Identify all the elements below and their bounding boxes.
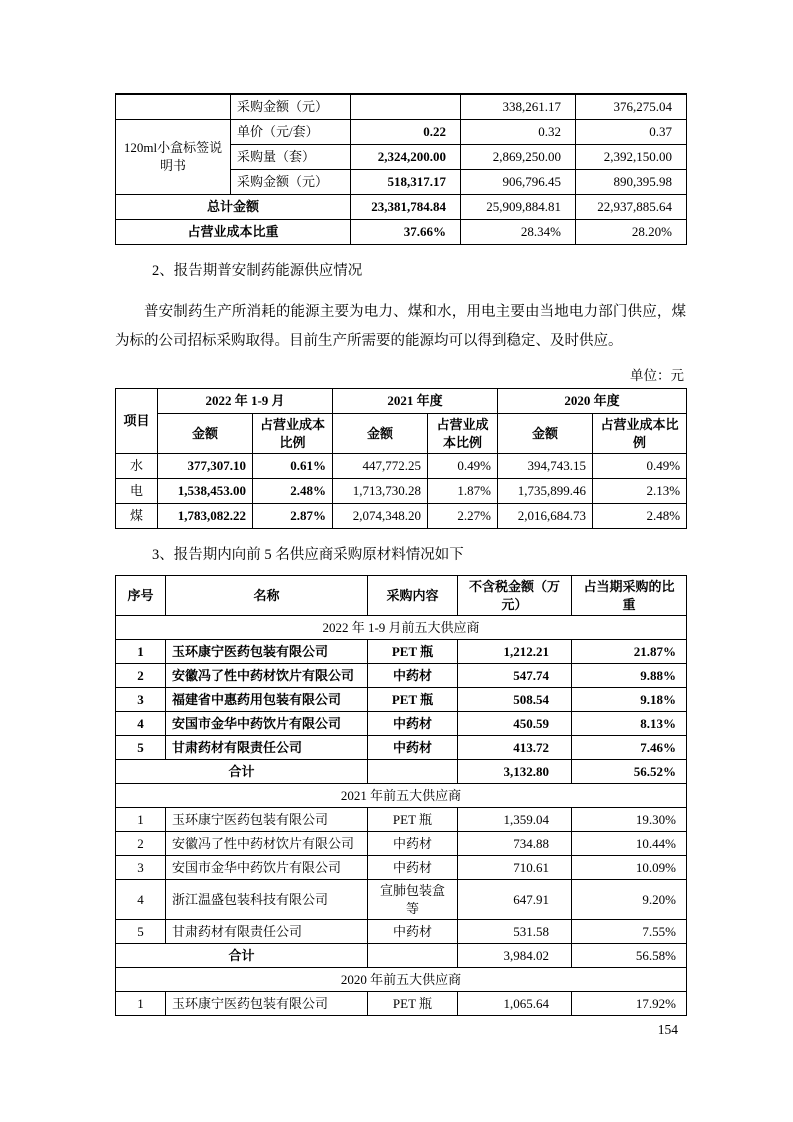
amount-2021-cell: 447,772.25: [333, 454, 428, 479]
supplier-name-cell: 浙江温盛包装科技有限公司: [166, 880, 368, 920]
content-header-cell: 采购内容: [368, 576, 458, 616]
ratio-cell: 9.20%: [572, 880, 687, 920]
amount-header-cell: 金额: [158, 414, 253, 454]
purchase-content-cell: 中药材: [368, 832, 458, 856]
table-row: [116, 120, 687, 145]
header-row: [116, 576, 687, 616]
purchase-content-cell: 中药材: [368, 712, 458, 736]
ratio-header-cell: 占营业成本比例: [428, 414, 498, 454]
name-header-cell: 名称: [166, 576, 368, 616]
purchase-content-cell: [368, 944, 458, 968]
supplier-row: [116, 992, 687, 1016]
ratio-row: [116, 220, 687, 245]
supplier-name-cell: 玉环康宁医药包装有限公司: [166, 992, 368, 1016]
seq-header-cell: 序号: [116, 576, 166, 616]
ratio-cell: 10.44%: [572, 832, 687, 856]
supplier-name-cell: 安国市金华中药饮片有限公司: [166, 856, 368, 880]
total-label-cell: 合计: [116, 944, 368, 968]
total-row: [116, 944, 687, 968]
value-2021-cell: 0.32: [461, 120, 576, 145]
value-2022-cell: 2,324,200.00: [351, 145, 461, 170]
supplier-row: [116, 880, 687, 920]
amount-cell: 1,065.64: [458, 992, 572, 1016]
ratio-2021-cell: 0.49%: [428, 454, 498, 479]
period-2021-header-cell: 2021 年度: [333, 389, 498, 414]
seq-cell: 4: [116, 880, 166, 920]
section-title-row: [116, 784, 687, 808]
ratio-label-cell: 占营业成本比重: [116, 220, 351, 245]
supplier-row: [116, 664, 687, 688]
value-2021-cell: 28.34%: [461, 220, 576, 245]
seq-cell: 3: [116, 688, 166, 712]
amount-cell: 508.54: [458, 688, 572, 712]
table-row: [116, 479, 687, 504]
ratio-cell: 8.13%: [572, 712, 687, 736]
item-label-cell: 单价（元/套）: [231, 120, 351, 145]
supplier-row: [116, 856, 687, 880]
ratio-cell: 19.30%: [572, 808, 687, 832]
ratio-2021-cell: 2.27%: [428, 504, 498, 529]
row-group-cell: [116, 94, 231, 120]
subheader-row: [116, 414, 687, 454]
ratio-2020-cell: 0.49%: [593, 454, 687, 479]
purchase-content-cell: 中药材: [368, 856, 458, 880]
amount-cell: 413.72: [458, 736, 572, 760]
amount-cell: 450.59: [458, 712, 572, 736]
value-2022-cell: 518,317.17: [351, 170, 461, 195]
ratio-header-cell: 占营业成本比例: [253, 414, 333, 454]
item-cell: 电: [116, 479, 158, 504]
ratio-2022-cell: 0.61%: [253, 454, 333, 479]
ratio-header-cell: 占当期采购的比重: [572, 576, 687, 616]
ratio-cell: 21.87%: [572, 640, 687, 664]
total-label-cell: 合计: [116, 760, 368, 784]
amount-2022-cell: 377,307.10: [158, 454, 253, 479]
purchase-content-cell: [368, 760, 458, 784]
seq-cell: 5: [116, 736, 166, 760]
supplier-row: [116, 920, 687, 944]
header-row: [116, 389, 687, 414]
row-group-cell: 120ml小盒标签说明书: [116, 120, 231, 195]
amount-2022-cell: 1,538,453.00: [158, 479, 253, 504]
period-2020-header-cell: 2020 年度: [498, 389, 687, 414]
value-2021-cell: 906,796.45: [461, 170, 576, 195]
ratio-cell: 9.18%: [572, 688, 687, 712]
amount-2020-cell: 2,016,684.73: [498, 504, 593, 529]
top-suppliers-table: [115, 575, 687, 1016]
energy-supply-table: [115, 388, 687, 529]
value-2022-cell: 0.22: [351, 120, 461, 145]
supplier-name-cell: 玉环康宁医药包装有限公司: [166, 640, 368, 664]
table-row: [116, 94, 687, 120]
page-number: 154: [657, 1022, 678, 1037]
supplier-row: [116, 688, 687, 712]
value-2022-cell: [351, 94, 461, 120]
value-2022-cell: 23,381,784.84: [351, 195, 461, 220]
value-2020-cell: 0.37: [576, 120, 687, 145]
supplier-row: [116, 736, 687, 760]
supplier-row: [116, 712, 687, 736]
section-title-cell: 2020 年前五大供应商: [116, 968, 687, 992]
value-2020-cell: 28.20%: [576, 220, 687, 245]
table-row: [116, 504, 687, 529]
ratio-header-cell: 占营业成本比例: [593, 414, 687, 454]
ratio-cell: 7.55%: [572, 920, 687, 944]
period-2022-header-cell: 2022 年 1-9 月: [158, 389, 333, 414]
seq-cell: 2: [116, 832, 166, 856]
ratio-2022-cell: 2.87%: [253, 504, 333, 529]
seq-cell: 1: [116, 992, 166, 1016]
purchase-content-cell: 中药材: [368, 736, 458, 760]
unit-label: 单位：元: [630, 368, 684, 383]
purchase-content-cell: 宣肺包装盒等: [368, 880, 458, 920]
total-row: [116, 760, 687, 784]
supplier-row: [116, 832, 687, 856]
amount-2020-cell: 394,743.15: [498, 454, 593, 479]
purchase-content-cell: 中药材: [368, 664, 458, 688]
section-title-row: [116, 968, 687, 992]
ratio-cell: 10.09%: [572, 856, 687, 880]
supplier-name-cell: 安国市金华中药饮片有限公司: [166, 712, 368, 736]
section-heading-energy: 2、报告期普安制药能源供应情况: [152, 263, 363, 279]
supplier-name-cell: 安徽冯了性中药材饮片有限公司: [166, 664, 368, 688]
ratio-2022-cell: 2.48%: [253, 479, 333, 504]
ratio-2020-cell: 2.13%: [593, 479, 687, 504]
value-2020-cell: 2,392,150.00: [576, 145, 687, 170]
ratio-cell: 17.92%: [572, 992, 687, 1016]
value-2020-cell: 22,937,885.64: [576, 195, 687, 220]
seq-cell: 5: [116, 920, 166, 944]
amount-cell: 547.74: [458, 664, 572, 688]
supplier-name-cell: 甘肃药材有限责任公司: [166, 920, 368, 944]
supplier-row: [116, 640, 687, 664]
total-label-cell: 总计金额: [116, 195, 351, 220]
amount-cell: 3,132.80: [458, 760, 572, 784]
item-label-cell: 采购金额（元）: [231, 94, 351, 120]
supplier-row: [116, 808, 687, 832]
amount-cell: 647.91: [458, 880, 572, 920]
ratio-cell: 56.52%: [572, 760, 687, 784]
ratio-2021-cell: 1.87%: [428, 479, 498, 504]
seq-cell: 1: [116, 640, 166, 664]
purchase-summary-table: [115, 93, 687, 245]
supplier-name-cell: 甘肃药材有限责任公司: [166, 736, 368, 760]
amount-cell: 734.88: [458, 832, 572, 856]
amount-2020-cell: 1,735,899.46: [498, 479, 593, 504]
section-title-cell: 2021 年前五大供应商: [116, 784, 687, 808]
item-label-cell: 采购量（套）: [231, 145, 351, 170]
purchase-content-cell: 中药材: [368, 920, 458, 944]
amount-cell: 1,212.21: [458, 640, 572, 664]
supplier-name-cell: 玉环康宁医药包装有限公司: [166, 808, 368, 832]
amount-cell: 531.58: [458, 920, 572, 944]
amount-cell: 1,359.04: [458, 808, 572, 832]
item-header-cell: 项目: [116, 389, 158, 454]
value-2021-cell: 338,261.17: [461, 94, 576, 120]
ratio-cell: 7.46%: [572, 736, 687, 760]
supplier-name-cell: 福建省中惠药用包装有限公司: [166, 688, 368, 712]
amount-header-cell: 金额: [333, 414, 428, 454]
seq-cell: 4: [116, 712, 166, 736]
total-row: [116, 195, 687, 220]
amount-header-cell: 不含税金额（万元）: [458, 576, 572, 616]
purchase-content-cell: PET 瓶: [368, 640, 458, 664]
value-2021-cell: 25,909,884.81: [461, 195, 576, 220]
purchase-content-cell: PET 瓶: [368, 688, 458, 712]
purchase-content-cell: PET 瓶: [368, 808, 458, 832]
ratio-cell: 9.88%: [572, 664, 687, 688]
energy-description-paragraph: 普安制药生产所消耗的能源主要为电力、煤和水，用电主要由当地电力部门供应，煤为标的公司招标采购取得。目前生产所需要的能源均可以得到稳定、及时供应。: [115, 304, 686, 349]
value-2021-cell: 2,869,250.00: [461, 145, 576, 170]
supplier-name-cell: 安徽冯了性中药材饮片有限公司: [166, 832, 368, 856]
value-2020-cell: 890,395.98: [576, 170, 687, 195]
purchase-content-cell: PET 瓶: [368, 992, 458, 1016]
value-2022-cell: 37.66%: [351, 220, 461, 245]
seq-cell: 3: [116, 856, 166, 880]
seq-cell: 2: [116, 664, 166, 688]
section-heading-suppliers: 3、报告期内向前 5 名供应商采购原材料情况如下: [152, 547, 464, 564]
item-cell: 煤: [116, 504, 158, 529]
page-content: [115, 93, 686, 1016]
amount-cell: 710.61: [458, 856, 572, 880]
item-cell: 水: [116, 454, 158, 479]
amount-2022-cell: 1,783,082.22: [158, 504, 253, 529]
amount-header-cell: 金额: [498, 414, 593, 454]
seq-cell: 1: [116, 808, 166, 832]
table-row: [116, 454, 687, 479]
ratio-2020-cell: 2.48%: [593, 504, 687, 529]
amount-2021-cell: 2,074,348.20: [333, 504, 428, 529]
ratio-cell: 56.58%: [572, 944, 687, 968]
section-title-cell: 2022 年 1-9 月前五大供应商: [116, 616, 687, 640]
section-title-row: [116, 616, 687, 640]
value-2020-cell: 376,275.04: [576, 94, 687, 120]
amount-2021-cell: 1,713,730.28: [333, 479, 428, 504]
amount-cell: 3,984.02: [458, 944, 572, 968]
item-label-cell: 采购金额（元）: [231, 170, 351, 195]
